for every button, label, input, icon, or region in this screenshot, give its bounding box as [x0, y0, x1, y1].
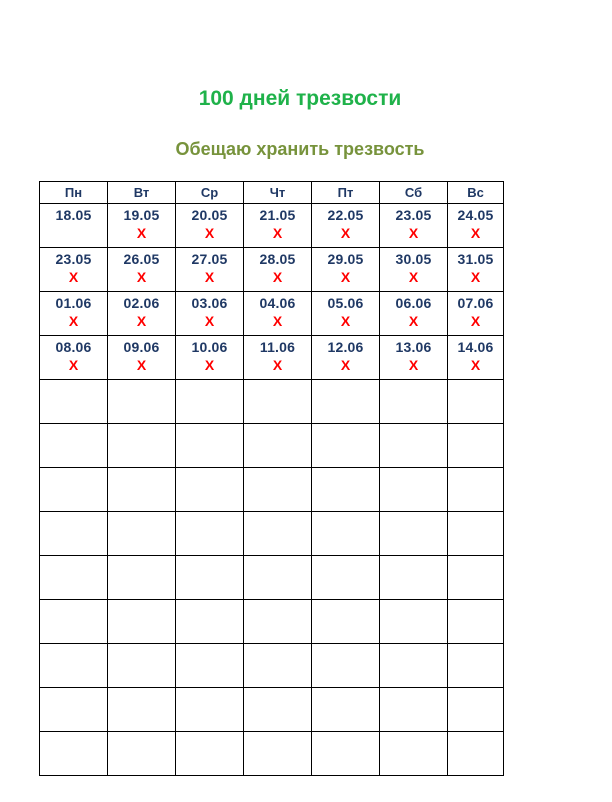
day-cell — [312, 380, 380, 424]
day-cell — [312, 336, 380, 380]
day-cell — [448, 688, 504, 732]
day-date: 08.06 — [55, 339, 92, 355]
weekday-header — [108, 182, 176, 204]
day-cell — [40, 644, 108, 688]
day-cell — [108, 292, 176, 336]
day-mark: X — [272, 269, 283, 285]
day-cell — [448, 204, 504, 248]
day-cell — [244, 336, 312, 380]
day-cell — [244, 292, 312, 336]
day-cell — [244, 248, 312, 292]
tracker-week-row — [40, 424, 504, 468]
day-cell — [176, 204, 244, 248]
weekday-label: Сб — [404, 185, 423, 200]
document-title: 100 дней трезвости — [198, 87, 402, 110]
day-cell — [312, 248, 380, 292]
day-date: 11.06 — [259, 339, 296, 355]
day-cell — [244, 424, 312, 468]
day-cell — [176, 732, 244, 776]
day-cell — [312, 644, 380, 688]
day-cell — [108, 248, 176, 292]
day-cell — [108, 380, 176, 424]
tracker-week-row — [40, 732, 504, 776]
weekday-label: Вт — [133, 185, 150, 200]
day-mark: X — [136, 357, 147, 373]
day-cell — [244, 688, 312, 732]
tracker-week-row — [40, 688, 504, 732]
day-cell — [380, 468, 448, 512]
day-mark: X — [470, 313, 481, 329]
day-cell — [176, 512, 244, 556]
day-mark: X — [340, 269, 351, 285]
day-cell — [448, 644, 504, 688]
day-cell — [312, 732, 380, 776]
day-cell — [380, 556, 448, 600]
day-mark: X — [272, 357, 283, 373]
day-cell — [176, 248, 244, 292]
day-cell — [244, 204, 312, 248]
day-mark: X — [470, 269, 481, 285]
day-date: 07.06 — [457, 295, 494, 311]
day-cell — [380, 380, 448, 424]
day-cell — [176, 380, 244, 424]
day-cell — [40, 424, 108, 468]
document-subtitle: Обещаю хранить трезвость — [175, 139, 425, 159]
day-mark: X — [340, 225, 351, 241]
day-date: 14.06 — [457, 339, 494, 355]
day-cell — [380, 204, 448, 248]
day-cell — [40, 732, 108, 776]
day-cell — [108, 600, 176, 644]
day-cell — [40, 512, 108, 556]
day-mark: X — [136, 313, 147, 329]
weekday-label: Ср — [200, 185, 219, 200]
day-mark: X — [204, 357, 215, 373]
day-cell — [176, 688, 244, 732]
day-cell — [312, 688, 380, 732]
day-date: 06.06 — [395, 295, 432, 311]
day-cell — [244, 380, 312, 424]
day-date: 26.05 — [123, 251, 160, 267]
day-mark: X — [470, 357, 481, 373]
day-cell — [108, 556, 176, 600]
day-cell — [40, 468, 108, 512]
day-mark: X — [204, 269, 215, 285]
weekday-header — [40, 182, 108, 204]
day-cell — [108, 468, 176, 512]
day-date: 27.05 — [191, 251, 228, 267]
day-cell — [108, 644, 176, 688]
day-date: 18.05 — [55, 207, 92, 223]
day-mark: X — [340, 313, 351, 329]
day-cell — [312, 468, 380, 512]
day-mark: X — [272, 225, 283, 241]
day-date: 23.05 — [55, 251, 92, 267]
day-cell — [40, 336, 108, 380]
day-date: 23.05 — [395, 207, 432, 223]
day-date: 31.05 — [457, 251, 494, 267]
day-cell — [176, 644, 244, 688]
day-cell — [108, 688, 176, 732]
day-cell — [108, 204, 176, 248]
day-cell — [176, 556, 244, 600]
day-cell — [40, 556, 108, 600]
weekday-header — [380, 182, 448, 204]
day-mark: X — [68, 269, 79, 285]
weekday-label: Пн — [64, 185, 83, 200]
tracker-week-row — [40, 512, 504, 556]
day-mark: X — [408, 357, 419, 373]
day-cell — [108, 512, 176, 556]
tracker-week-row — [40, 292, 504, 336]
day-cell — [312, 512, 380, 556]
day-cell — [312, 556, 380, 600]
day-mark: X — [68, 313, 79, 329]
day-cell — [380, 424, 448, 468]
day-date: 12.06 — [327, 339, 364, 355]
day-cell — [380, 292, 448, 336]
day-cell — [448, 600, 504, 644]
day-cell — [108, 424, 176, 468]
day-mark: X — [408, 225, 419, 241]
weekday-label: Чт — [269, 185, 286, 200]
day-cell — [380, 732, 448, 776]
day-cell — [448, 512, 504, 556]
day-cell — [108, 732, 176, 776]
day-date: 29.05 — [327, 251, 364, 267]
day-cell — [448, 248, 504, 292]
day-mark: X — [136, 225, 147, 241]
day-cell — [448, 380, 504, 424]
day-cell — [40, 380, 108, 424]
day-cell — [380, 512, 448, 556]
tracker-body — [40, 204, 504, 776]
day-cell — [244, 732, 312, 776]
weekday-label: Вс — [467, 185, 484, 200]
day-date: 10.06 — [191, 339, 228, 355]
day-mark: X — [204, 313, 215, 329]
tracker-week-row — [40, 556, 504, 600]
day-date: 28.05 — [259, 251, 296, 267]
day-date: 09.06 — [123, 339, 160, 355]
tracker-week-row — [40, 644, 504, 688]
day-cell — [40, 292, 108, 336]
weekday-header — [312, 182, 380, 204]
day-cell — [448, 468, 504, 512]
day-cell — [176, 292, 244, 336]
day-date: 22.05 — [327, 207, 364, 223]
day-cell — [40, 204, 108, 248]
day-cell — [448, 292, 504, 336]
day-date: 02.06 — [123, 295, 160, 311]
day-mark: X — [340, 357, 351, 373]
weekday-header — [244, 182, 312, 204]
day-cell — [244, 468, 312, 512]
day-date: 20.05 — [191, 207, 228, 223]
sobriety-tracker-table — [39, 181, 504, 776]
tracker-week-row — [40, 336, 504, 380]
day-date: 21.05 — [259, 207, 296, 223]
day-cell — [380, 336, 448, 380]
day-date: 03.06 — [191, 295, 228, 311]
day-cell — [448, 336, 504, 380]
day-mark: X — [470, 225, 481, 241]
tracker-week-row — [40, 248, 504, 292]
day-mark: X — [68, 357, 79, 373]
day-date: 30.05 — [395, 251, 432, 267]
day-cell — [312, 424, 380, 468]
day-cell — [176, 424, 244, 468]
day-cell — [176, 336, 244, 380]
day-cell — [312, 204, 380, 248]
day-cell — [40, 688, 108, 732]
day-cell — [380, 248, 448, 292]
day-cell — [40, 248, 108, 292]
day-cell — [40, 600, 108, 644]
weekday-header — [176, 182, 244, 204]
day-cell — [448, 732, 504, 776]
day-date: 05.06 — [327, 295, 364, 311]
day-cell — [312, 292, 380, 336]
day-cell — [380, 688, 448, 732]
day-cell — [244, 512, 312, 556]
day-date: 01.06 — [55, 295, 92, 311]
day-mark: X — [136, 269, 147, 285]
day-cell — [448, 424, 504, 468]
day-cell — [448, 556, 504, 600]
day-cell — [176, 600, 244, 644]
day-mark: X — [272, 313, 283, 329]
day-cell — [312, 600, 380, 644]
day-date: 19.05 — [123, 207, 160, 223]
day-date: 24.05 — [457, 207, 494, 223]
tracker-week-row — [40, 380, 504, 424]
day-mark: X — [204, 225, 215, 241]
tracker-week-row — [40, 468, 504, 512]
day-mark: X — [408, 313, 419, 329]
day-cell — [108, 336, 176, 380]
weekday-label: Пт — [337, 185, 354, 200]
day-cell — [176, 468, 244, 512]
tracker-week-row — [40, 204, 504, 248]
day-date: 13.06 — [395, 339, 432, 355]
day-cell — [244, 644, 312, 688]
day-mark: X — [408, 269, 419, 285]
day-cell — [380, 644, 448, 688]
day-cell — [244, 600, 312, 644]
day-cell — [244, 556, 312, 600]
tracker-week-row — [40, 600, 504, 644]
day-cell — [380, 600, 448, 644]
day-date: 04.06 — [259, 295, 296, 311]
weekday-header — [448, 182, 504, 204]
weekday-header-row — [40, 182, 504, 204]
